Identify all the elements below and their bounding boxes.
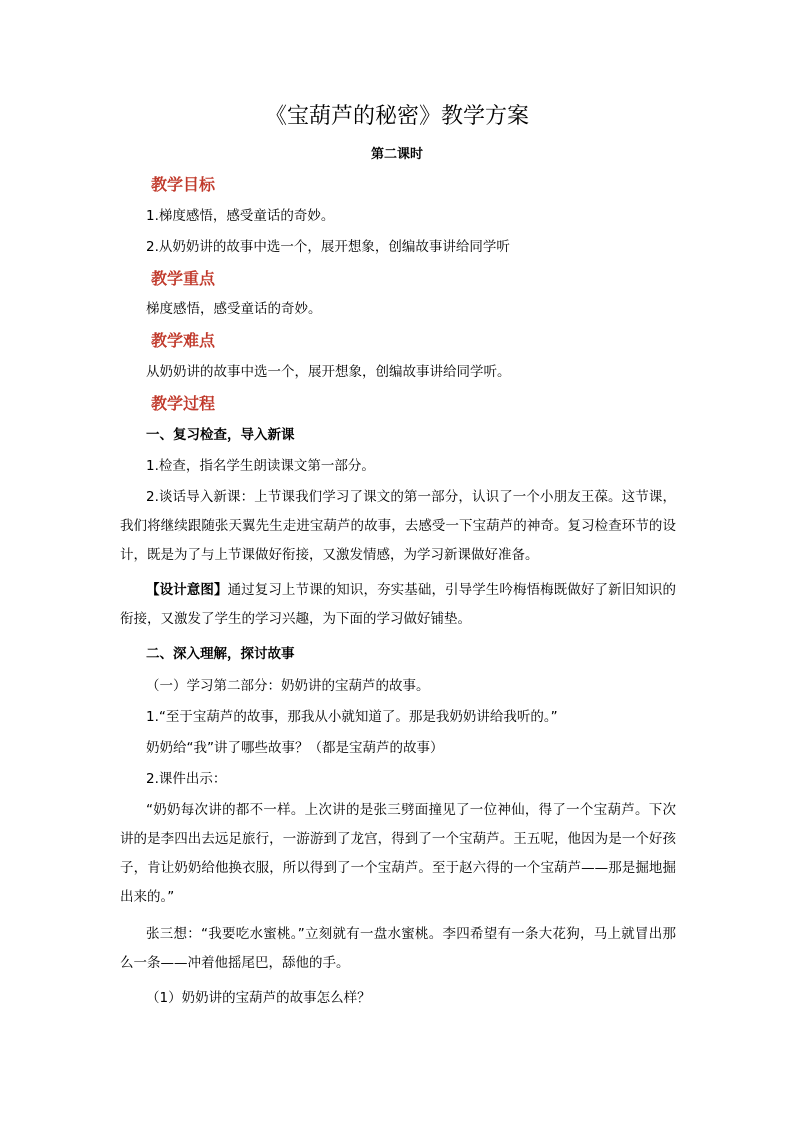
part1-heading: 一、复习检查，导入新课 (146, 427, 295, 443)
part2-quote-2: “奶奶每次讲的都不一样。上次讲的是张三劈面撞见了一位神仙，得了一个宝葫芦。下次讲的是李四出去远足旅行，一游游到了龙宫，得到了一个宝葫芦。王五呢，他因为是一个好孩子，肯让奶奶给他换衣服，所以得到了一个宝葫芦。至于赵六得的一个宝葫芦——那是掘地掘出来的。” (120, 802, 676, 905)
lesson-subtitle: 第二课时 (370, 147, 423, 162)
part2-subheading-1: （一）学习第二部分：奶奶讲的宝葫芦的故事。 (146, 678, 430, 694)
part1-item-2: 2.谈话导入新课：上节课我们学习了课文的第一部分，认识了一个小朋友王葆。这节课，我们将继续跟随张天翼先生走进宝葫芦的故事，去感受一下宝葫芦的神奇。复习检查环节的设计，既是为了与上节课做好衔接，又激发情感，为学习新课做好准备。 (120, 489, 676, 563)
part2-item-2: 2.课件出示： (146, 771, 227, 787)
design-intent-label: 【设计意图】 (146, 582, 228, 598)
part1-item-1: 1.检查，指名学生朗读课文第一部分。 (146, 458, 375, 474)
difficulty-text: 从奶奶讲的故事中选一个，展开想象，创编故事讲给同学听。 (146, 364, 511, 380)
section-heading-difficulty: 教学难点 (151, 331, 216, 350)
page-title: 《宝葫芦的秘密》教学方案 (264, 104, 529, 129)
design-intent-text: 通过复习上节课的知识，夯实基础，引导学生吟梅悟梅既做好了新旧知识的衔接，又激发了学生的学习兴趣，为下面的学习做好铺垫。 (120, 582, 677, 627)
section-heading-focus: 教学重点 (151, 269, 216, 288)
part2-question-2: （1）奶奶讲的宝葫芦的故事怎么样？ (146, 990, 371, 1006)
design-intent-paragraph (120, 576, 676, 634)
part2-heading: 二、深入理解，探讨故事 (146, 646, 295, 662)
goal-item-2: 2.从奶奶讲的故事中选一个，展开想象，创编故事讲给同学听 (146, 239, 510, 255)
part2-question-1: 奶奶给“我”讲了哪些故事？（都是宝葫芦的故事） (146, 740, 444, 756)
part2-quote-1: 1.“至于宝葫芦的故事，那我从小就知道了。那是我奶奶讲给我听的。” (146, 709, 558, 725)
goal-item-1: 1.梯度感悟，感受童话的奇妙。 (146, 208, 335, 224)
section-heading-goals: 教学目标 (151, 175, 216, 194)
part2-quote-3: 张三想：“我要吃水蜜桃。”立刻就有一盘水蜜桃。李四希望有一条大花狗，马上就冒出那么一条——冲着他摇尾巴，舔他的手。 (120, 926, 676, 971)
section-heading-process: 教学过程 (151, 394, 216, 413)
focus-text: 梯度感悟，感受童话的奇妙。 (146, 301, 322, 317)
